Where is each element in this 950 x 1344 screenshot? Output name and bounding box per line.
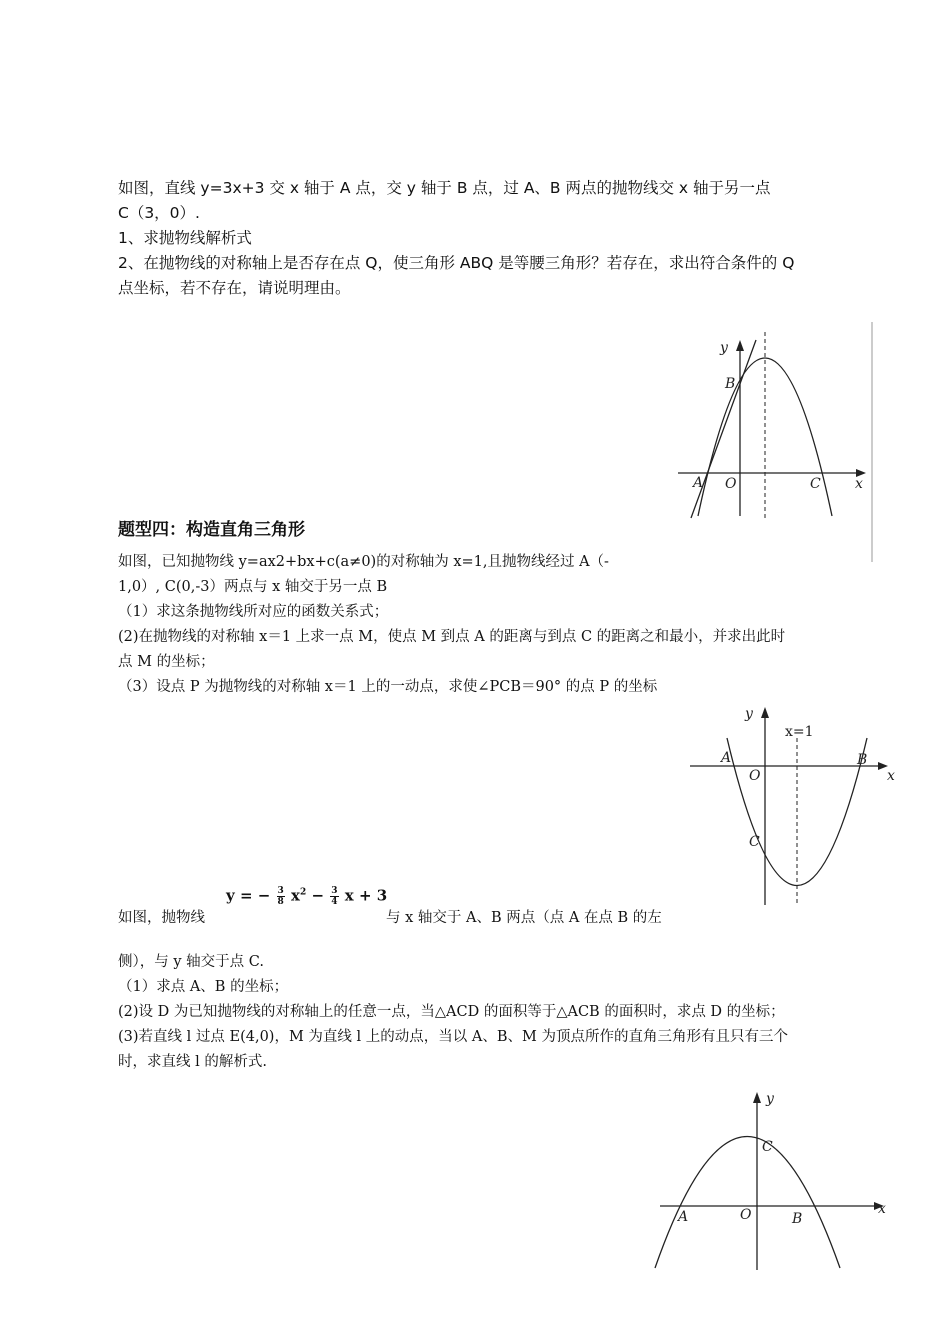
problem2-line6: （3）设点 P 为抛物线的对称轴 x＝1 上的一动点，求使∠PCB＝90° 的点 P 的坐标	[118, 679, 658, 695]
problem3-suffix: 与 x 轴交于 A、B 两点（点 A 在点 B 的左	[386, 910, 662, 926]
label-symmetry-axis: x=1	[785, 724, 814, 740]
formula-tail: x + 3	[344, 886, 388, 905]
label-y: y	[720, 340, 728, 356]
label-b: B	[792, 1211, 803, 1227]
problem3-line5: (3)若直线 l 过点 E(4,0)，M 为直线 l 上的动点，当以 A、B、M 为顶点所作的直角三角形有且只有三个	[118, 1029, 788, 1045]
problem1-line1: 如图，直线 y=3x+3 交 x 轴于 A 点，交 y 轴于 B 点，过 A、B 两点的抛物线交 x 轴于另一点	[118, 179, 771, 197]
label-x: x	[878, 1201, 886, 1217]
line-ab	[691, 340, 756, 518]
parabola-formula	[226, 886, 387, 907]
problem1-line4: 2、在抛物线的对称轴上是否存在点 Q，使三角形 ABQ 是等腰三角形？若存在，求出符合条件的 Q	[118, 254, 795, 272]
y-axis-arrow	[736, 340, 744, 351]
label-o: O	[740, 1207, 752, 1223]
fraction-2-num: 3	[331, 886, 338, 896]
problem1-line2: C（3，0）.	[118, 204, 200, 222]
y-axis-arrow	[761, 707, 769, 718]
formula-sup: 2	[299, 887, 307, 898]
problem2-line2: 1,0）, C(0,-3）两点与 x 轴交于另一点 B	[118, 579, 388, 595]
figure-2-parabola	[685, 700, 905, 908]
label-a: A	[721, 750, 732, 766]
label-y: y	[745, 706, 753, 722]
label-o: O	[725, 476, 737, 492]
label-a: A	[693, 475, 704, 491]
problem3-line2: 侧），与 y 轴交于点 C.	[118, 954, 264, 970]
fraction-1-num: 3	[277, 886, 284, 896]
parabola-curve	[655, 1137, 840, 1269]
section-title: 题型四：构造直角三角形	[118, 520, 305, 540]
problem3-line3: （1）求点 A、B 的坐标；	[118, 979, 289, 995]
problem2-line1: 如图，已知抛物线 y=ax2+bx+c(a≠0)的对称轴为 x=1,且抛物线经过 A（-	[118, 554, 609, 570]
problem2-line5: 点 M 的坐标；	[118, 654, 215, 670]
formula-minus: −	[311, 886, 330, 905]
label-x: x	[887, 768, 895, 784]
label-c: C	[749, 834, 760, 850]
label-c: C	[762, 1139, 773, 1155]
label-b: B	[725, 376, 736, 392]
label-c: C	[810, 476, 821, 492]
problem2-line4: (2)在抛物线的对称轴 x＝1 上求一点 M，使点 M 到点 A 的距离与到点 C 的距离之和最小，并求出此时	[118, 629, 786, 645]
label-o: O	[749, 768, 761, 784]
label-a: A	[678, 1209, 689, 1225]
formula-lead: y = −	[226, 886, 271, 905]
figure-1-parabola	[670, 320, 880, 565]
problem2-line3: （1）求这条抛物线所对应的函数关系式；	[118, 604, 389, 620]
figure-3-parabola	[650, 1085, 900, 1275]
fraction-1	[277, 886, 285, 907]
label-y: y	[766, 1091, 774, 1107]
problem3-line6: 时，求直线 l 的解析式.	[118, 1054, 267, 1070]
y-axis-arrow	[753, 1092, 761, 1103]
problem3-line4: (2)设 D 为已知抛物线的对称轴上的任意一点，当△ACD 的面积等于△ACB 的面积时，求点 D 的坐标；	[118, 1004, 785, 1020]
problem1-line3: 1、求抛物线解析式	[118, 229, 252, 247]
fraction-2	[330, 886, 338, 907]
formula-x: x	[291, 886, 300, 905]
problem1-line5: 点坐标，若不存在，请说明理由。	[118, 279, 351, 297]
fraction-2-den: 4	[331, 897, 338, 907]
problem3-prefix: 如图，抛物线	[118, 910, 205, 926]
fraction-1-den: 8	[277, 897, 284, 907]
label-b: B	[857, 752, 868, 768]
label-x: x	[855, 476, 863, 492]
